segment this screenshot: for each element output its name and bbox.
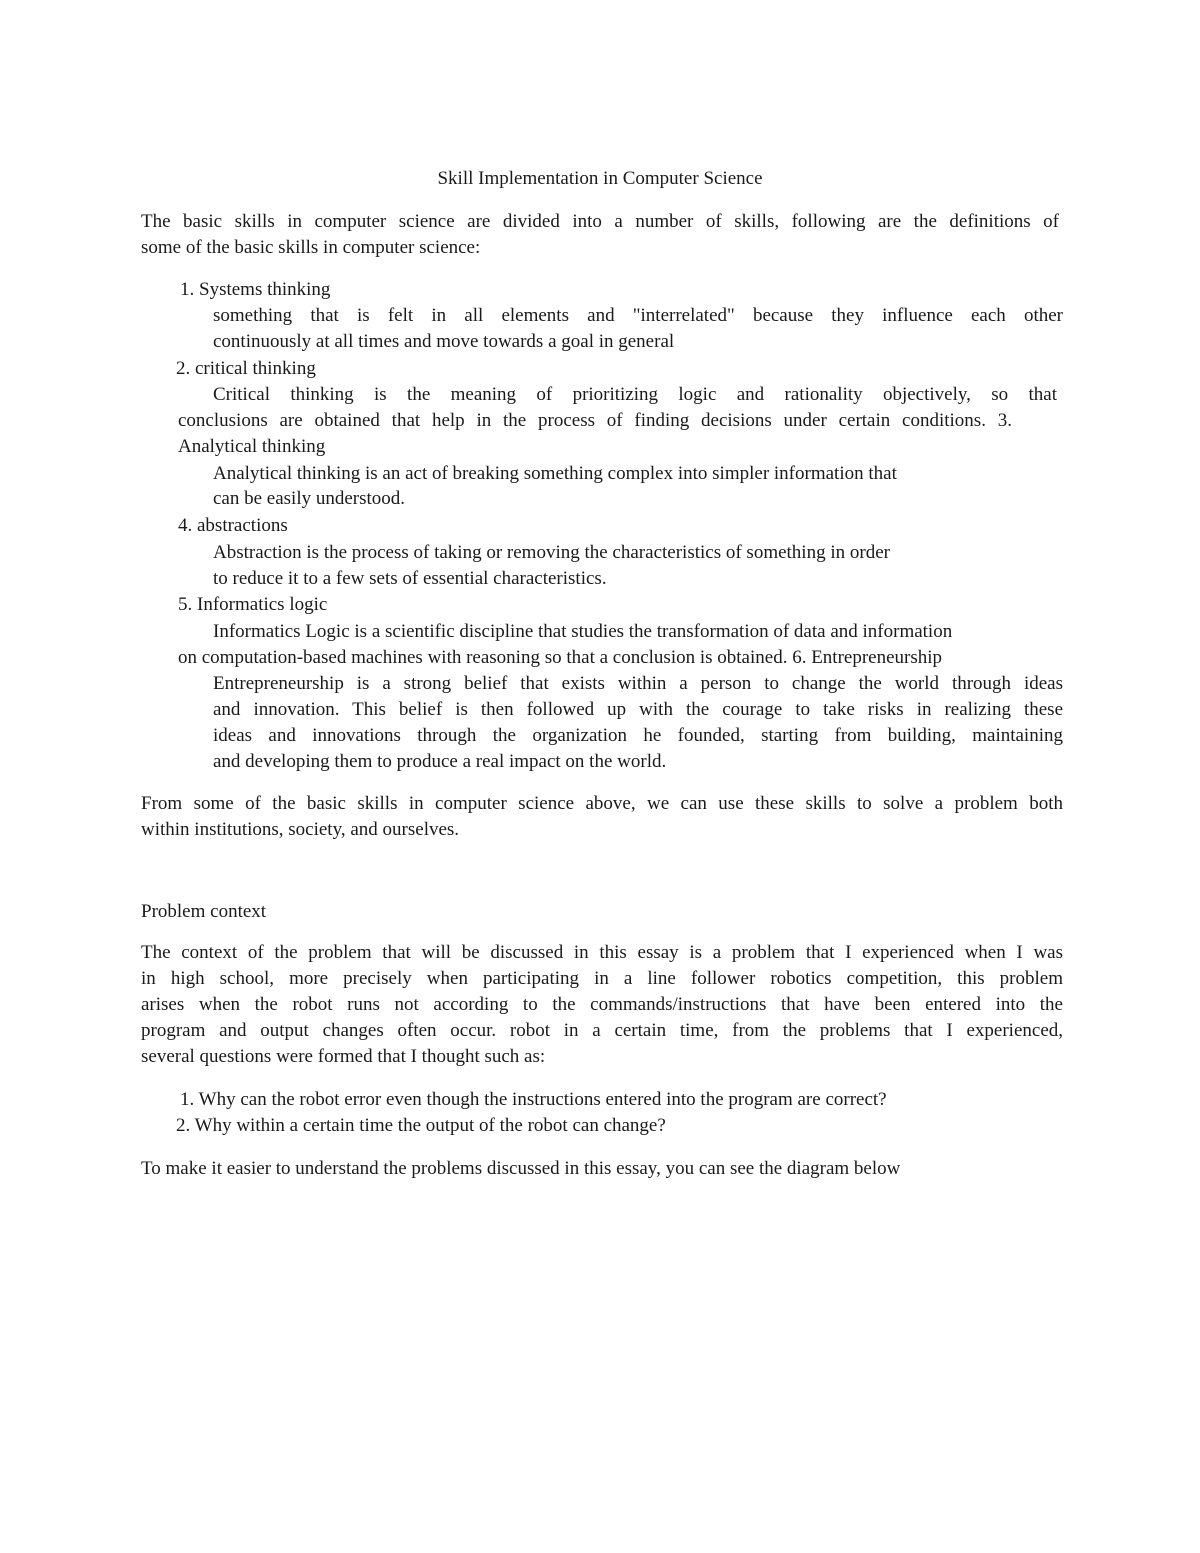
closing-line: To make it easier to understand the problems discussed in this essay, you can see the diagram below: [141, 1158, 901, 1179]
question-item: 1. Why can the robot error even though the instructions entered into the program are correct?: [180, 1089, 887, 1110]
skill-definition-line: something that is felt in all elements and "interrelated" because they influence each other: [213, 305, 1063, 326]
skill-definition-line: on computation-based machines with reasoning so that a conclusion is obtained. 6. Entrepreneurship: [178, 647, 943, 668]
skill-definition-line: Abstraction is the process of taking or removing the characteristics of something in order: [213, 542, 890, 563]
problem-line: program and output changes often occur. robot in a certain time, from the problems that I experienced,: [141, 1020, 1063, 1041]
problem-line: arises when the robot runs not according to the commands/instructions that have been entered into the: [141, 994, 1063, 1015]
document-title: Skill Implementation in Computer Science: [437, 168, 763, 189]
problem-line: several questions were formed that I thought such as:: [141, 1046, 546, 1067]
skill-heading: 5. Informatics logic: [178, 594, 328, 615]
skill-definition-line: Informatics Logic is a scientific discipline that studies the transformation of data and information: [213, 621, 953, 642]
skill-definition-line: and developing them to produce a real impact on the world.: [213, 751, 667, 772]
skill-definition-line: and innovation. This belief is then followed up with the courage to take risks in realizing these: [213, 699, 1063, 720]
skill-heading: Analytical thinking: [178, 436, 326, 457]
intro-line: The basic skills in computer science are divided into a number of skills, following are the definitions of: [141, 211, 1059, 232]
problem-line: The context of the problem that will be discussed in this essay is a problem that I experienced when I was: [141, 942, 1063, 963]
skill-definition-line: Entrepreneurship is a strong belief that exists within a person to change the world through ideas: [213, 673, 1063, 694]
skill-heading: 1. Systems thinking: [180, 279, 331, 300]
skill-definition-line: Critical thinking is the meaning of prioritizing logic and rationality objectively, so that: [213, 384, 1057, 405]
skill-definition-line: conclusions are obtained that help in the process of finding decisions under certain conditions. 3.: [178, 410, 1012, 431]
conclusion-line: From some of the basic skills in computer science above, we can use these skills to solve a problem both: [141, 793, 1063, 814]
skill-definition-line: to reduce it to a few sets of essential characteristics.: [213, 568, 607, 589]
section-heading: Problem context: [141, 901, 267, 922]
skill-definition-line: can be easily understood.: [213, 488, 406, 509]
skill-heading: 2. critical thinking: [176, 358, 316, 379]
problem-line: in high school, more precisely when participating in a line follower robotics competition, this problem: [141, 968, 1063, 989]
skill-definition-line: continuously at all times and move towards a goal in general: [213, 331, 675, 352]
intro-line: some of the basic skills in computer science:: [141, 237, 481, 258]
skill-heading: 4. abstractions: [178, 515, 288, 536]
conclusion-line: within institutions, society, and ourselves.: [141, 819, 460, 840]
skill-definition-line: Analytical thinking is an act of breaking something complex into simpler information that: [213, 463, 897, 484]
skill-definition-line: ideas and innovations through the organization he founded, starting from building, maintaining: [213, 725, 1063, 746]
question-item: 2. Why within a certain time the output of the robot can change?: [176, 1115, 666, 1136]
